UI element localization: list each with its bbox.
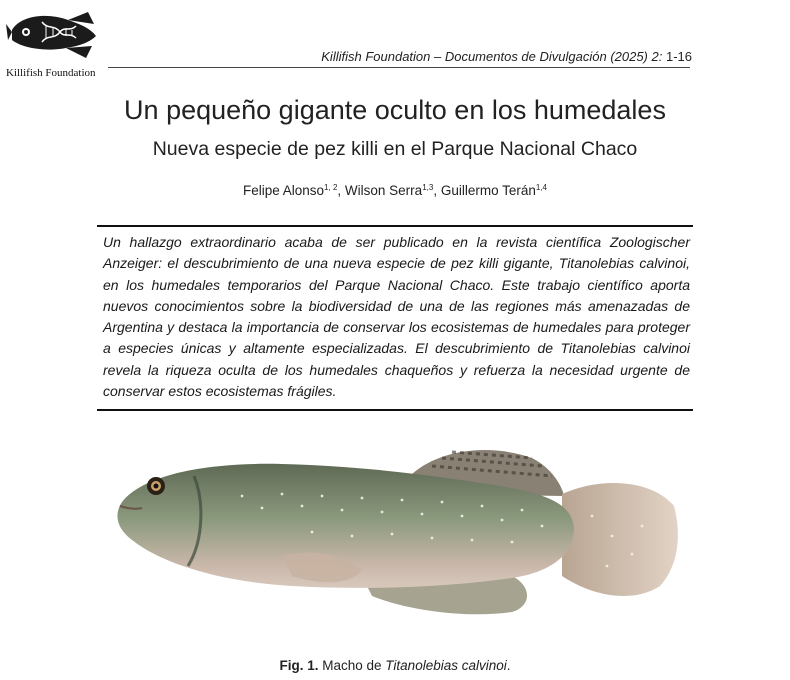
- killifish-logo: [4, 6, 114, 78]
- figure-caption: [0, 658, 790, 673]
- author-name: Wilson Serra: [344, 183, 423, 198]
- figure-label: Fig. 1.: [279, 658, 319, 673]
- logo-text: Killifish Foundation: [6, 67, 96, 79]
- abstract-text: Un hallazgo extraordinario acaba de ser publicado en la revista científica Zoologischer Anzeiger: el descubrimiento de una nueva especie de pez killi gigante, Titanolebias calvinoi, en los humedales temporarios del Parque Nacional Chaco. Este trabajo científico aporta nuevos conocimientos sobre la biodiversidad de una de las regiones más amenazadas de Argentina y destaca la importancia de conservar los ecosistemas de humedales para proteger a especies únicas y altamente especializadas. El descubrimiento de Titanolebias calvinoi revela la riqueza oculta de los humedales chaqueños y refuerza la necesidad urgente de conservar estos ecosistemas frágiles.: [103, 234, 690, 400]
- author-name: Guillermo Terán: [440, 183, 536, 198]
- caption-text: Macho de: [318, 658, 386, 673]
- abstract-bottom-rule: [97, 409, 693, 411]
- author-affiliation: 1,3: [422, 183, 434, 192]
- caudal-fin: [562, 483, 678, 596]
- abstract-top-rule: [97, 225, 693, 227]
- caption-end: .: [506, 658, 511, 673]
- fish-photo: [112, 436, 683, 632]
- killifish-logo-icon: [6, 6, 106, 64]
- article-subtitle: Nueva especie de pez killi en el Parque Nacional Chaco: [152, 138, 638, 160]
- header-divider: [108, 67, 690, 68]
- author-affiliation: 1, 2: [324, 183, 338, 192]
- author-list: [0, 183, 790, 198]
- abstract: [103, 232, 690, 402]
- caption-species: Titanolebias calvinoi: [385, 658, 507, 673]
- article-title: Un pequeño gigante oculto en los humedales: [124, 95, 666, 125]
- journal-citation: [321, 49, 692, 64]
- author-separator: ,: [337, 183, 345, 198]
- author-separator: ,: [433, 183, 441, 198]
- author-name: Felipe Alonso: [242, 183, 325, 198]
- journal-pages: 1-16: [662, 49, 692, 64]
- author-affiliation: 1,4: [535, 183, 547, 192]
- journal-name: Killifish Foundation – Documentos de Divulgación (2025) 2:: [321, 49, 663, 64]
